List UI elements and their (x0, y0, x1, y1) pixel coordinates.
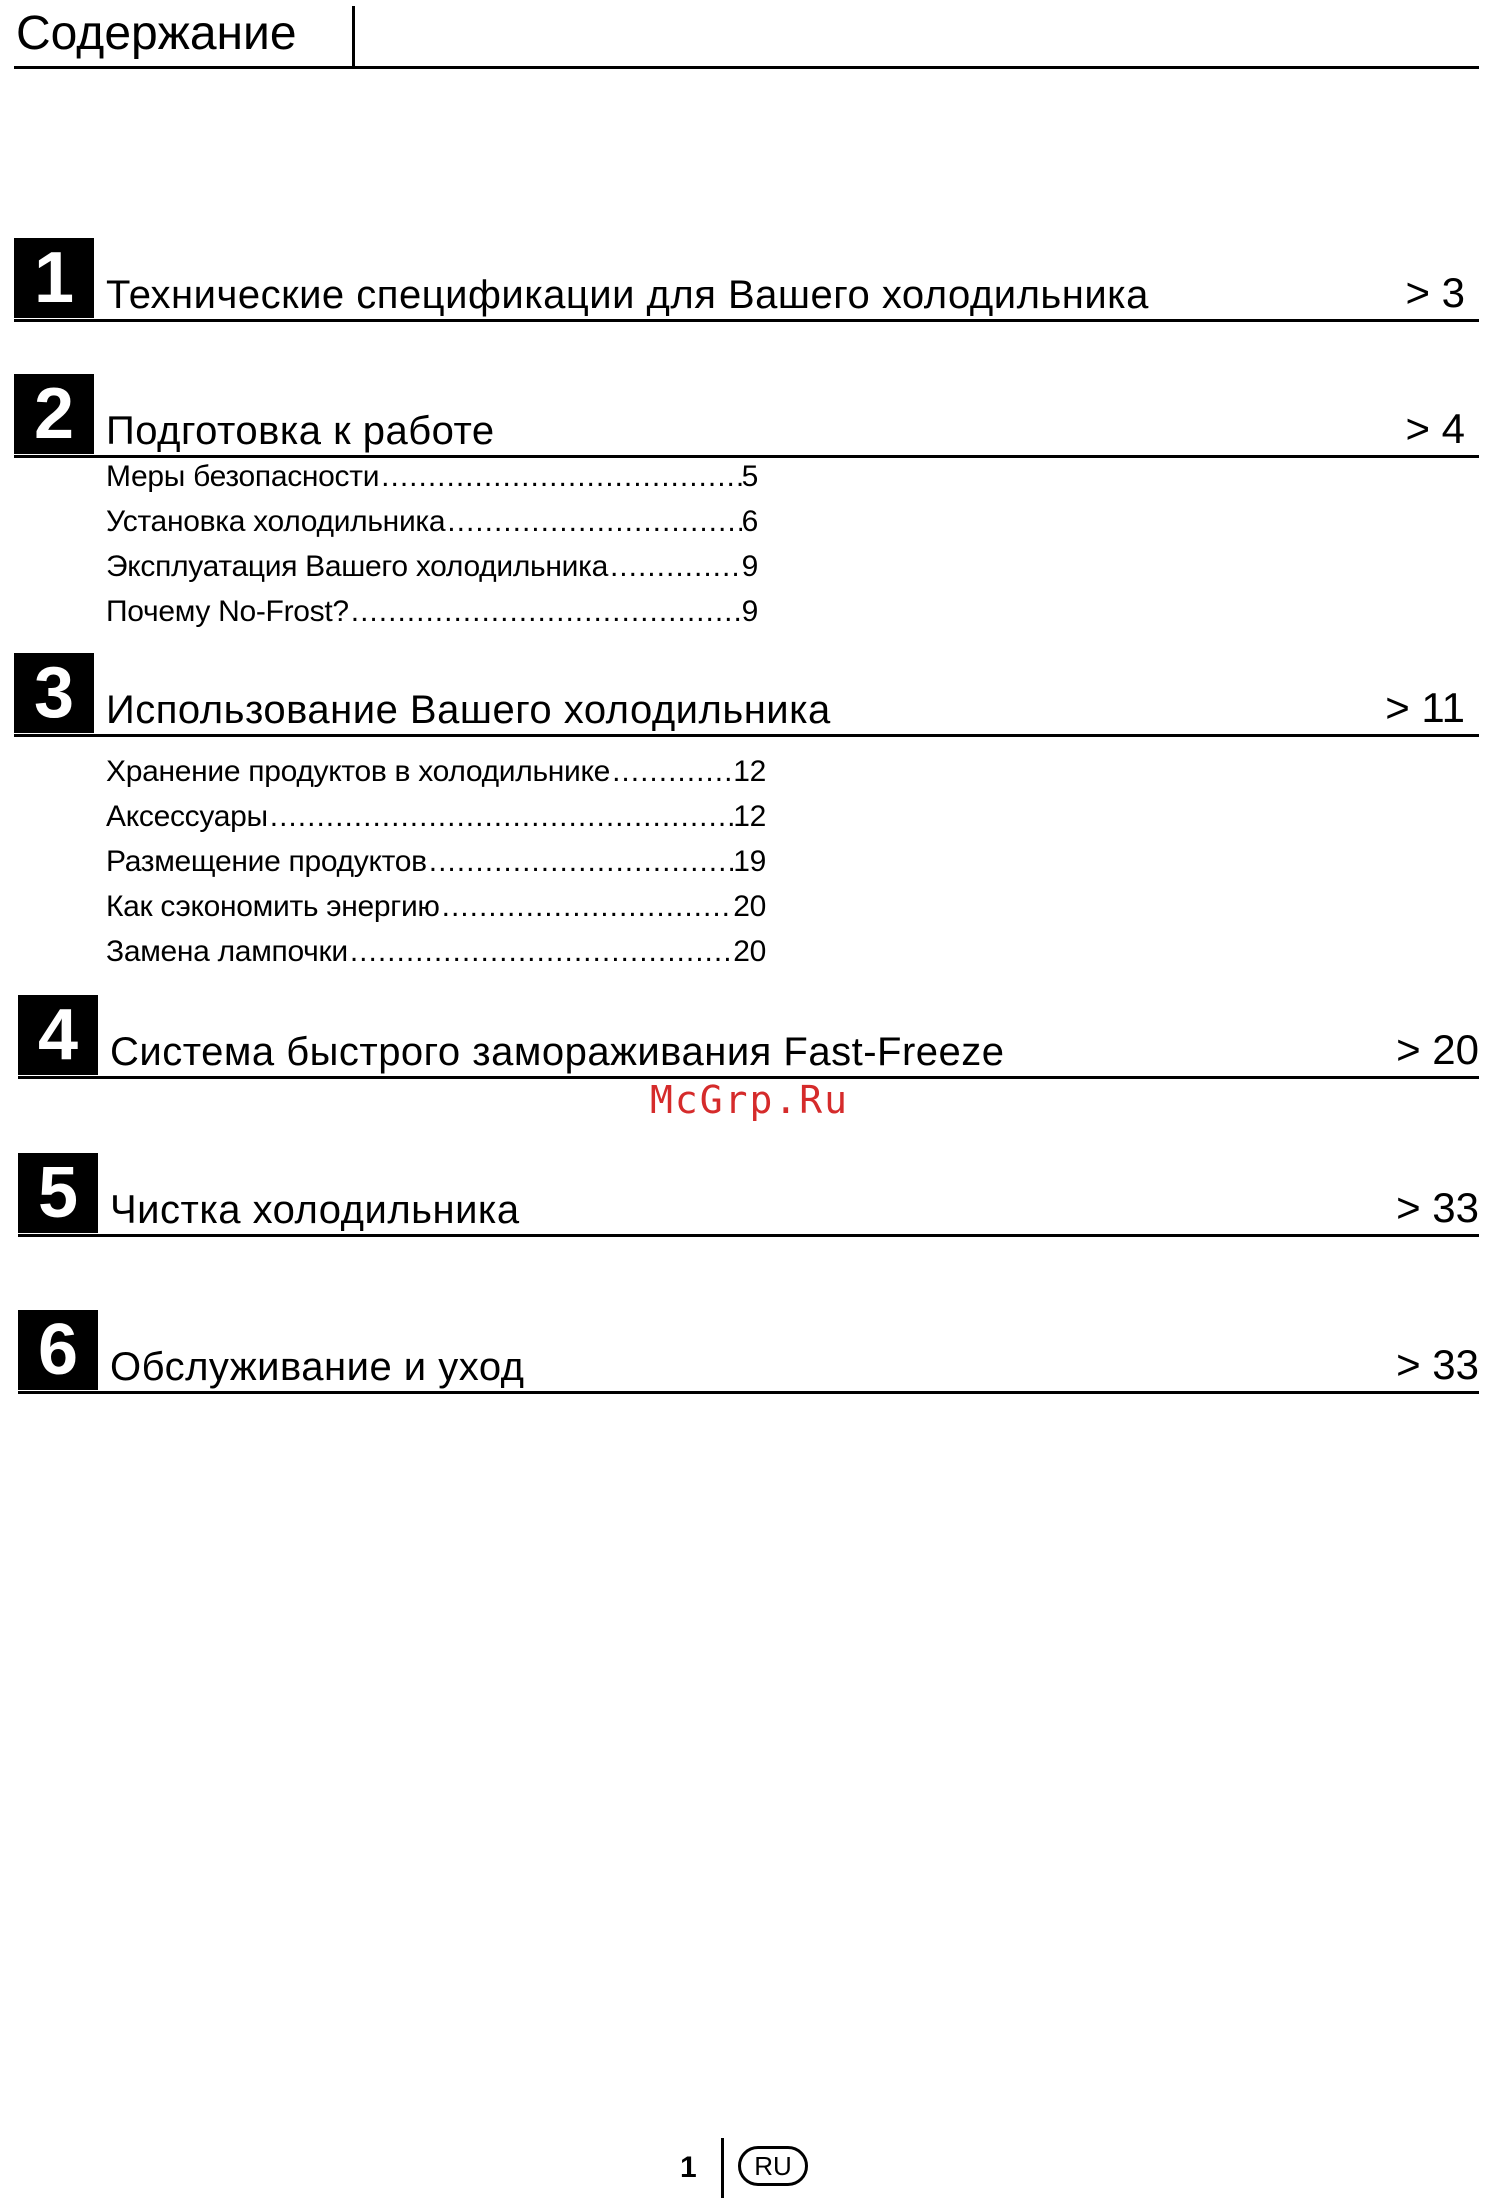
toc-entry-page: 9 (741, 550, 758, 583)
section-title-link[interactable]: Технические спецификации для Вашего холодильника (106, 273, 1149, 317)
watermark: McGrp.Ru (650, 1078, 850, 1122)
toc-entry-page: 12 (733, 800, 766, 833)
toc-entry-page: 5 (741, 460, 758, 493)
page-number: 1 (680, 2151, 697, 2184)
section-number-badge: 2 (14, 374, 94, 454)
section-3 (14, 653, 1479, 737)
toc-entry[interactable] (106, 929, 766, 974)
section-page-ref[interactable]: > 11 (1385, 684, 1465, 731)
toc-entry-label: Размещение продуктов (106, 845, 427, 878)
toc-entry[interactable] (106, 794, 766, 839)
dot-leader (348, 929, 733, 974)
toc-entry-label: Как сэкономить энергию (106, 890, 440, 923)
section-rule (18, 1391, 1479, 1394)
toc-entry-page: 12 (733, 755, 766, 788)
section-rule (18, 1234, 1479, 1237)
page-title: Содержание (16, 7, 297, 60)
section-title-link[interactable]: Обслуживание и уход (110, 1345, 525, 1389)
toc-entry[interactable] (106, 544, 758, 589)
section-number-badge: 3 (14, 653, 94, 733)
toc-entry-page: 20 (733, 935, 766, 968)
toc-entry-label: Аксессуары (106, 800, 268, 833)
section-page-ref[interactable]: > 4 (1405, 405, 1465, 452)
toc-entry[interactable] (106, 839, 766, 884)
section-4 (18, 995, 1479, 1079)
toc-entry-label: Хранение продуктов в холодильнике (106, 755, 611, 788)
toc-entry-page: 6 (741, 505, 758, 538)
dot-leader (268, 794, 733, 839)
toc-entry[interactable] (106, 499, 758, 544)
title-divider (352, 6, 355, 68)
dot-leader (610, 749, 733, 794)
toc-entry-label: Почему No-Frost? (106, 595, 349, 628)
section-title-link[interactable]: Система быстрого замораживания Fast-Freeze (110, 1030, 1005, 1074)
section-2 (14, 374, 1479, 458)
subsection-list-2 (106, 454, 758, 634)
dot-leader (379, 454, 741, 499)
section-page-ref[interactable]: > 33 (1396, 1184, 1479, 1231)
title-rule (14, 66, 1479, 69)
section-title-link[interactable]: Чистка холодильника (110, 1188, 520, 1232)
section-page-ref[interactable]: > 33 (1396, 1341, 1479, 1388)
dot-leader (349, 589, 742, 634)
language-badge: RU (738, 2146, 808, 2186)
toc-entry-label: Установка холодильника (106, 505, 446, 538)
dot-leader (608, 544, 742, 589)
toc-entry-page: 20 (733, 890, 766, 923)
section-number-badge: 6 (18, 1310, 98, 1390)
section-page-ref[interactable]: > 20 (1396, 1026, 1479, 1073)
toc-entry[interactable] (106, 454, 758, 499)
toc-entry-label: Меры безопасности (106, 460, 380, 493)
section-rule (14, 319, 1479, 322)
dot-leader (445, 499, 741, 544)
section-5 (18, 1153, 1479, 1237)
toc-entry[interactable] (106, 749, 766, 794)
section-title-link[interactable]: Использование Вашего холодильника (106, 688, 831, 732)
footer-divider (721, 2138, 724, 2198)
section-number-badge: 4 (18, 995, 98, 1075)
toc-entry-page: 9 (741, 595, 758, 628)
toc-entry-label: Эксплуатация Вашего холодильника (106, 550, 608, 583)
toc-entry[interactable] (106, 589, 758, 634)
toc-entry-label: Замена лампочки (106, 935, 348, 968)
dot-leader (427, 839, 733, 884)
dot-leader (440, 884, 734, 929)
section-number-badge: 5 (18, 1153, 98, 1233)
subsection-list-3 (106, 749, 766, 974)
section-rule (14, 734, 1479, 737)
toc-entry[interactable] (106, 884, 766, 929)
section-1 (14, 238, 1479, 322)
section-6 (18, 1310, 1479, 1394)
section-number-badge: 1 (14, 238, 94, 318)
section-page-ref[interactable]: > 3 (1405, 269, 1465, 316)
section-title-link[interactable]: Подготовка к работе (106, 409, 495, 453)
toc-entry-page: 19 (733, 845, 766, 878)
